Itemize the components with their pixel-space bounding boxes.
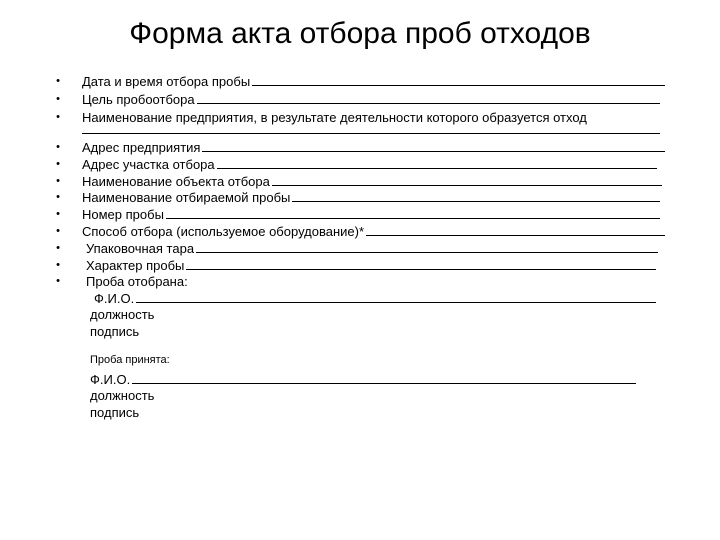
- accepted-by-fio: [90, 371, 636, 388]
- field-sampling-purpose: [82, 91, 660, 108]
- field-enterprise-name: [82, 109, 660, 126]
- accepted-by-heading: [90, 352, 290, 369]
- fill-in-line[interactable]: [166, 207, 660, 219]
- fill-in-line[interactable]: [132, 372, 636, 384]
- field-site-address: [82, 156, 657, 173]
- sampled-by-position: [90, 306, 290, 323]
- field-label: Наименование объекта отбора: [82, 174, 270, 189]
- fill-in-line[interactable]: [217, 157, 657, 169]
- field-sampling-method: [82, 223, 665, 240]
- field-object-name: [82, 173, 662, 190]
- signature-label: подпись: [90, 405, 140, 420]
- bullet-icon: [54, 240, 62, 257]
- bullet-icon: [54, 156, 62, 173]
- fill-in-line[interactable]: [136, 291, 656, 303]
- fill-in-line[interactable]: [202, 140, 665, 152]
- field-label: Проба отобрана:: [86, 274, 188, 289]
- bullet-icon: [54, 189, 62, 206]
- fill-in-line[interactable]: [197, 92, 660, 104]
- field-label: Наименование предприятия, в результате деятельности которого образуется отход: [82, 110, 587, 125]
- fill-in-line[interactable]: [252, 74, 665, 86]
- bullet-icon: [54, 109, 62, 126]
- bullet-icon: [54, 223, 62, 240]
- sampled-by-signature: [90, 323, 290, 340]
- fio-label: Ф.И.О.: [90, 372, 131, 387]
- sampled-by-fio: [94, 290, 656, 307]
- field-enterprise-address: [82, 139, 665, 156]
- field-sample-name: [82, 189, 660, 206]
- position-label: должность: [90, 388, 155, 403]
- position-label: должность: [90, 307, 155, 322]
- bullet-icon: [54, 73, 62, 90]
- bullet-icon: [54, 257, 62, 274]
- accepted-heading-label: Проба принята:: [90, 354, 170, 366]
- fill-in-line[interactable]: [82, 133, 660, 134]
- field-label: Адрес предприятия: [82, 140, 201, 155]
- bullet-icon: [54, 139, 62, 156]
- field-sample-character: [86, 257, 656, 274]
- field-sample-number: [82, 206, 660, 223]
- signature-label: подпись: [90, 324, 140, 339]
- accepted-by-position: [90, 387, 290, 404]
- field-packaging: [86, 240, 658, 257]
- field-label: Упаковочная тара: [86, 241, 195, 256]
- bullet-icon: [54, 173, 62, 190]
- field-sampling-datetime: [82, 73, 665, 90]
- form-title: Форма акта отбора проб отходов: [129, 17, 591, 50]
- bullet-icon: [54, 273, 62, 290]
- field-label: Цель пробоотбора: [82, 92, 195, 107]
- accepted-by-signature: [90, 404, 290, 421]
- fill-in-line[interactable]: [186, 258, 656, 270]
- field-label: Наименование отбираемой пробы: [82, 190, 291, 205]
- fill-in-line[interactable]: [272, 174, 662, 186]
- bullet-icon: [54, 91, 62, 108]
- field-label: Адрес участка отбора: [82, 157, 215, 172]
- field-label: Дата и время отбора пробы: [82, 74, 251, 89]
- field-label: Способ отбора (используемое оборудование)*: [82, 224, 365, 239]
- fill-in-line[interactable]: [366, 224, 665, 236]
- fill-in-line[interactable]: [292, 190, 660, 202]
- bullet-icon: [54, 206, 62, 223]
- field-label: Номер пробы: [82, 207, 164, 222]
- fio-label: Ф.И.О.: [94, 291, 135, 306]
- fill-in-line[interactable]: [196, 241, 658, 253]
- field-label: Характер пробы: [86, 258, 185, 273]
- field-sampled-by: [86, 273, 486, 290]
